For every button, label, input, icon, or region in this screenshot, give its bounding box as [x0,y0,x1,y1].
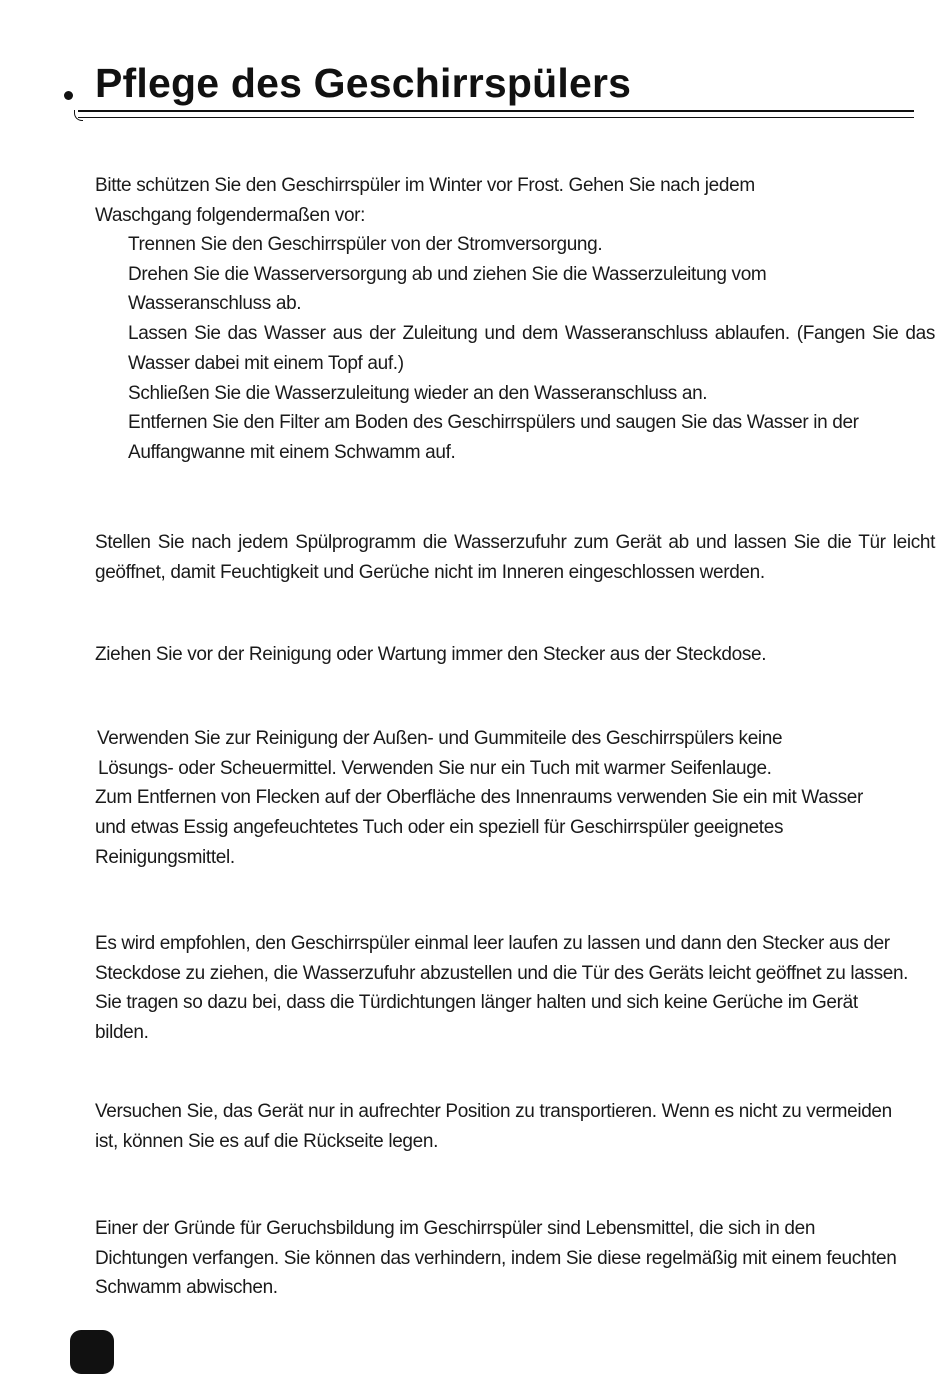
after-cycle-paragraph: Stellen Sie nach jedem Spülprogramm die Wasserzufuhr zum Gerät ab und lassen Sie die Tür leicht geöffnet, damit Feuchtigkeit und Gerüche nicht im Inneren eingeschlossen werden. [95,532,935,583]
odor-paragraph: Einer der Gründe für Geruchsbildung im Geschirrspüler sind Lebensmittel, die sich in den Dichtungen verfangen. Sie können das verhindern, indem Sie diese regelmäßig mit einem feuchten Schwamm abwischen. [95,1218,897,1299]
cleaning-rest: Zum Entfernen von Flecken auf der Oberfläche des Innenraums verwenden Sie ein mit Wasser und etwas Essig angefeuchtetes Tuch oder ein speziell für Geschirrspüler geeignetes Reinigungsmittel. [95,787,863,868]
frost-step-3: Lassen Sie das Wasser aus der Zuleitung und dem Wasseranschluss ablaufen. (Fangen Sie das Wasser dabei mit einem Topf auf.) [128,323,935,374]
frost-step-5: Entfernen Sie den Filter am Boden des Geschirrspülers und saugen Sie das Wasser in der Auffangwanne mit einem Schwamm auf. [128,412,859,463]
unplug-paragraph: Ziehen Sie vor der Reinigung oder Wartung immer den Stecker aus der Steckdose. [95,644,767,665]
frost-protection-section [95,171,835,230]
frost-intro: Bitte schützen Sie den Geschirrspüler im Winter vor Frost. Gehen Sie nach jedem Waschgang folgendermaßen vor: [95,175,755,226]
title-bullet [64,91,73,100]
cleaning-line-1: Verwenden Sie zur Reinigung der Außen- und Gummiteile des Geschirrspülers keine [97,728,783,749]
transport-paragraph: Versuchen Sie, das Gerät nur in aufrechter Position zu transportieren. Wenn es nicht zu vermeiden ist, können Sie es auf die Rückseite legen. [95,1101,892,1152]
frost-step-4: Schließen Sie die Wasserzuleitung wieder an den Wasseranschluss an. [128,382,708,404]
cleaning-paragraph [95,724,935,873]
empty-run-paragraph: Es wird empfohlen, den Geschirrspüler einmal leer laufen zu lassen und dann den Stecker aus der Steckdose zu ziehen, die Wasserzufuhr abzustellen und die Tür des Geräts leicht geöffnet zu lassen. Sie tragen so dazu bei, dass die Türdichtungen länger halten und sich keine Gerüche im Gerät bilden. [95,933,909,1044]
page-number-badge [70,1330,114,1374]
frost-step-2: Drehen Sie die Wasserversorgung ab und ziehen Sie die Wasserzuleitung vom Wasseranschluss ab. [128,263,767,315]
title-underline-top [78,110,914,112]
page-title: Pflege des Geschirrspülers [95,60,632,106]
title-underline [78,110,914,122]
frost-step-1: Trennen Sie den Geschirrspüler von der Stromversorgung. [128,234,603,255]
title-underline-bottom [78,117,914,118]
frost-steps [95,230,935,468]
cleaning-line-2: Lösungs- oder Scheuermittel. Verwenden Sie nur ein Tuch mit warmer Seifenlauge. [98,757,772,779]
